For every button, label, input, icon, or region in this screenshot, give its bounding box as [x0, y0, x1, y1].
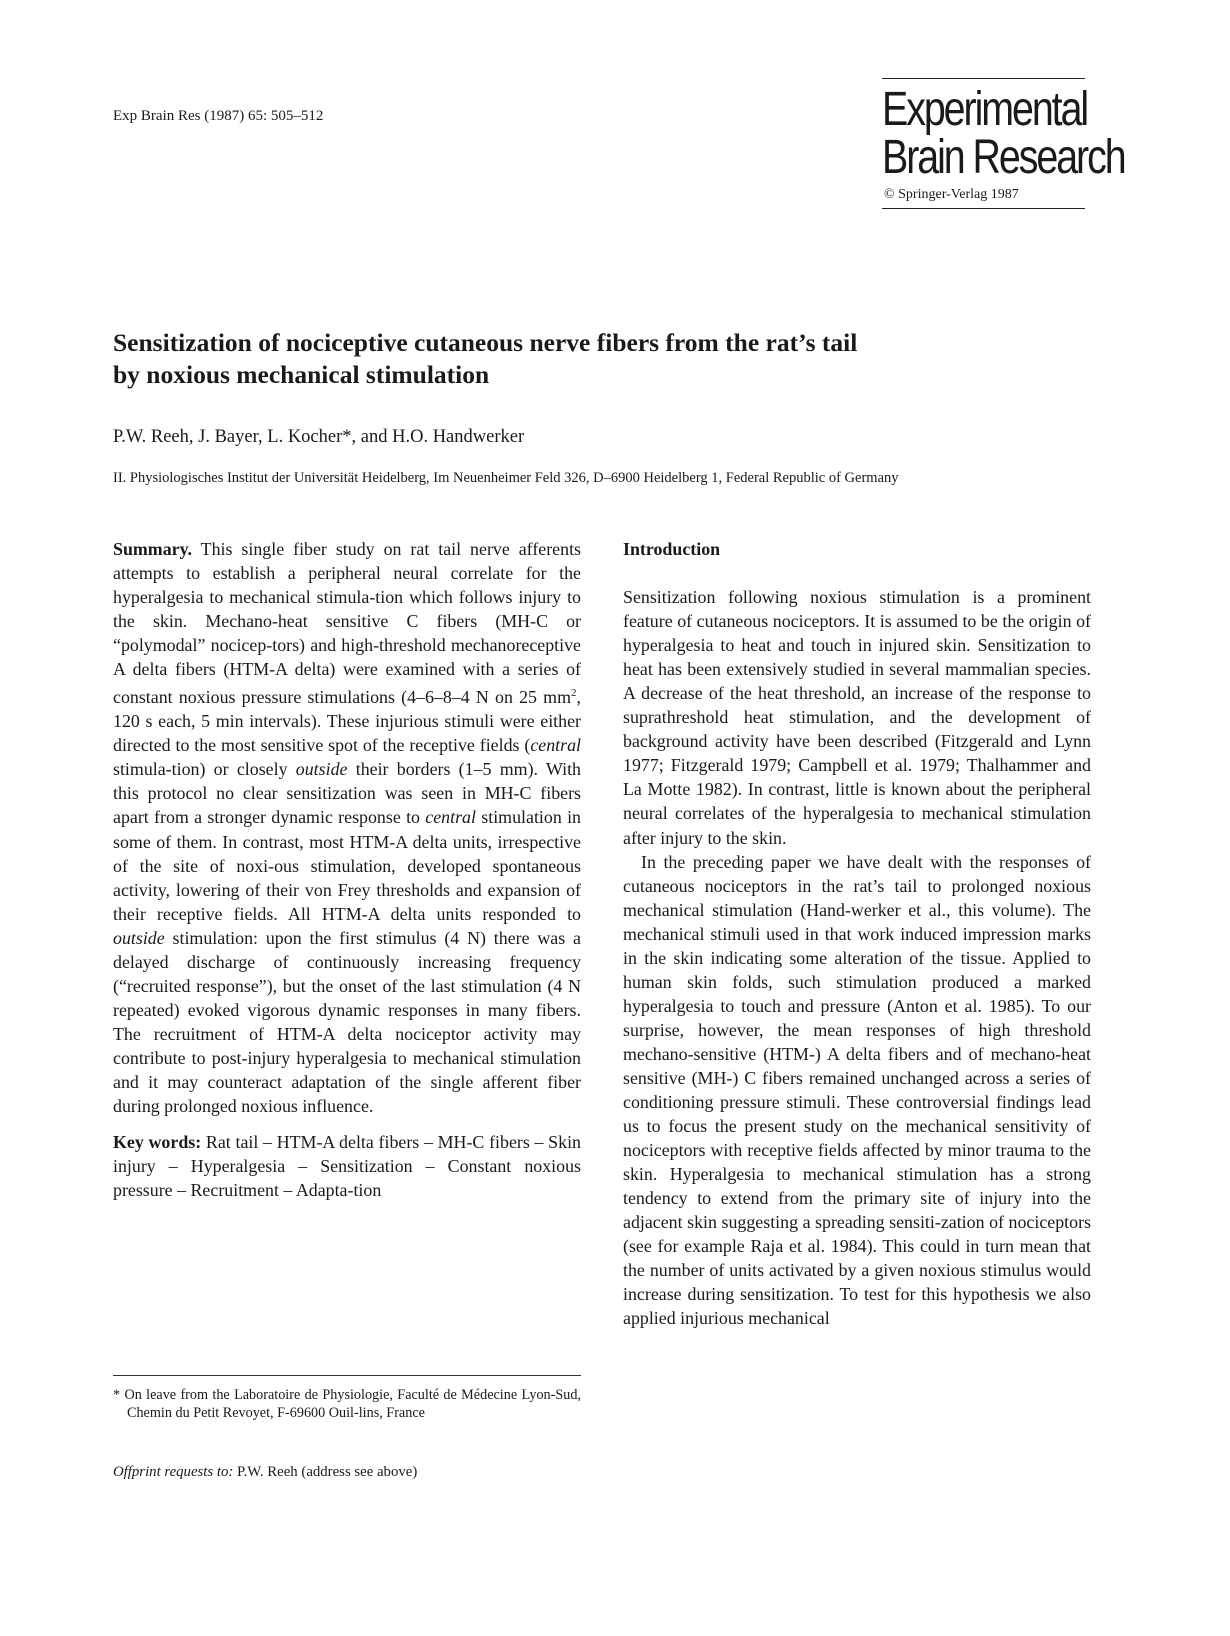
introduction-heading: Introduction: [623, 539, 721, 559]
offprint-footnote: [113, 1464, 417, 1481]
journal-logo-line1: Experimental: [882, 83, 1088, 136]
footnote-leave: [113, 1386, 581, 1422]
summary-sup: 2: [571, 687, 577, 700]
logo-top-rule: [882, 78, 1085, 79]
intro-paragraph-1: Sensitization following noxious stimulation is a prominent feature of cutaneous nociceptors. It is assumed to be the origin of hyperalgesia to heat and touch in injured skin. Sensitization to heat has been extensively studied in several mammalian species. A decrease of the heat threshold, an increase of the response to suprathreshold heat stimulation, and the development of background activity have been described (Fitzgerald and Lynn 1977; Fitzgerald 1979; Campbell et al. 1979; Thalhammer and La Motte 1982). In contrast, little is known about the peripheral neural correlates of the hyperalgesia to mechanical stimulation after injury to the skin.: [623, 587, 1091, 848]
summary-em-3: central: [425, 807, 476, 828]
footnote-leave-text: * On leave from the Laboratoire de Physiologie, Faculté de Médecine Lyon-Sud, Chemin du Petit Revoyet, F-69600 Ouil-lins, France: [113, 1387, 581, 1422]
footnote-rule: [113, 1375, 581, 1376]
summary-text-6: stimulation: upon the first stimulus (4 N) there was a delayed discharge of continuously increasing frequency (“recruited response”), but the onset of the last stimulation (4 N repeated) evoked vigorous dynamic responses in many fibers. The recruitment of HTM-A delta nociceptor activity may contribute to post-injury hyperalgesia to mechanical stimulation and it may counteract adaptation of the single afferent fiber during prolonged noxious influence.: [113, 927, 581, 1117]
summary-text-2: , 120 s each, 5 min intervals). These injurious stimuli were either directed to the most sensitive spot of the receptive fields (: [113, 687, 581, 756]
title-line-1: Sensitization of nociceptive cutaneous nerve fibers from the rat’s tail: [113, 328, 858, 357]
summary-text-5: stimulation in some of them. In contrast, most HTM-A delta units, irrespective of the site of noxi-ous stimulation, developed spontaneous activity, lowering of their von Frey thresholds and expansion of their receptive fields. All HTM-A delta units responded to: [113, 807, 581, 924]
keywords-label: Key words:: [113, 1132, 202, 1153]
offprint-label: Offprint requests to:: [113, 1464, 234, 1480]
article-title: [113, 327, 1073, 391]
summary-text-4: their borders (1–5 mm). With this protocol no clear sensitization was seen in MH-C fibers apart from a stronger dynamic response to: [113, 759, 581, 828]
affiliation: II. Physiologisches Institut der Universität Heidelberg, Im Neuenheimer Feld 326, D–6900 Heidelberg 1, Federal Republic of Germany: [113, 470, 899, 486]
right-column: [623, 537, 1091, 1331]
left-column: [113, 537, 581, 1202]
summary-em-2: outside: [295, 759, 348, 780]
journal-citation: Exp Brain Res (1987) 65: 505–512: [113, 108, 324, 124]
intro-paragraph-2: In the preceding paper we have dealt with the responses of cutaneous nociceptors in the rat’s tail to prolonged noxious mechanical stimulation (Hand-werker et al., this volume). The mechanical stimuli used in that work induced impression marks in the skin indicating some alteration of the tissue. Applied to human skin folds, such stimulation produced a marked hyperalgesia to touch and pressure (Anton et al. 1985). To our surprise, however, the mean responses of high threshold mechano-sensitive (HTM-) A delta fibers and of mechano-heat sensitive (MH-) C fibers remained unchanged across a series of conditioning pressure stimuli. These controversial findings lead us to focus the present study on the mechanical sensitivity of nociceptors with receptive fields affected by minor trauma to the skin. Hyperalgesia to mechanical stimulation has a strong tendency to extend from the primary site of injury into the adjacent skin suggesting a spreading sensiti-zation of nociceptors (see for example Raja et al. 1984). This could in turn mean that the number of units activated by a given noxious stimulus would increase during sensitization. To test for this hypothesis we also applied injurious mechanical: [623, 851, 1091, 1329]
summary-em-1: central: [530, 735, 581, 756]
summary-em-4: outside: [113, 927, 165, 948]
summary-label: Summary.: [113, 539, 193, 559]
author-list: P.W. Reeh, J. Bayer, L. Kocher*, and H.O. Handwerker: [113, 427, 525, 447]
summary-text-1: This single fiber study on rat tail nerve afferents attempts to establish a peripheral neural correlate for the hyperalgesia to mechanical stimula-tion which follows injury to the skin. Mechano-heat sensitive C fibers (MH-C or “polymodal” nocicep-tors) and high-threshold mechanoreceptive A delta fibers (HTM-A delta) were examined with a series of constant noxious pressure stimulations (4–6–8–4 N on 25 mm: [113, 539, 581, 708]
offprint-text: P.W. Reeh (address see above): [233, 1464, 418, 1480]
logo-bottom-rule: [882, 208, 1085, 209]
title-line-2: by noxious mechanical stimulation: [113, 360, 490, 389]
journal-logo-line2: Brain Research: [882, 131, 1125, 184]
summary-paragraph: [113, 537, 581, 1118]
summary-text-3: stimula-tion) or closely: [113, 759, 296, 780]
keywords-paragraph: [113, 1130, 581, 1202]
copyright-notice: © Springer-Verlag 1987: [884, 187, 1019, 202]
keywords-text: Rat tail – HTM-A delta fibers – MH-C fibers – Skin injury – Hyperalgesia – Sensitization – Constant noxious pressure – Recruitment – Adapta-tion: [113, 1132, 581, 1201]
